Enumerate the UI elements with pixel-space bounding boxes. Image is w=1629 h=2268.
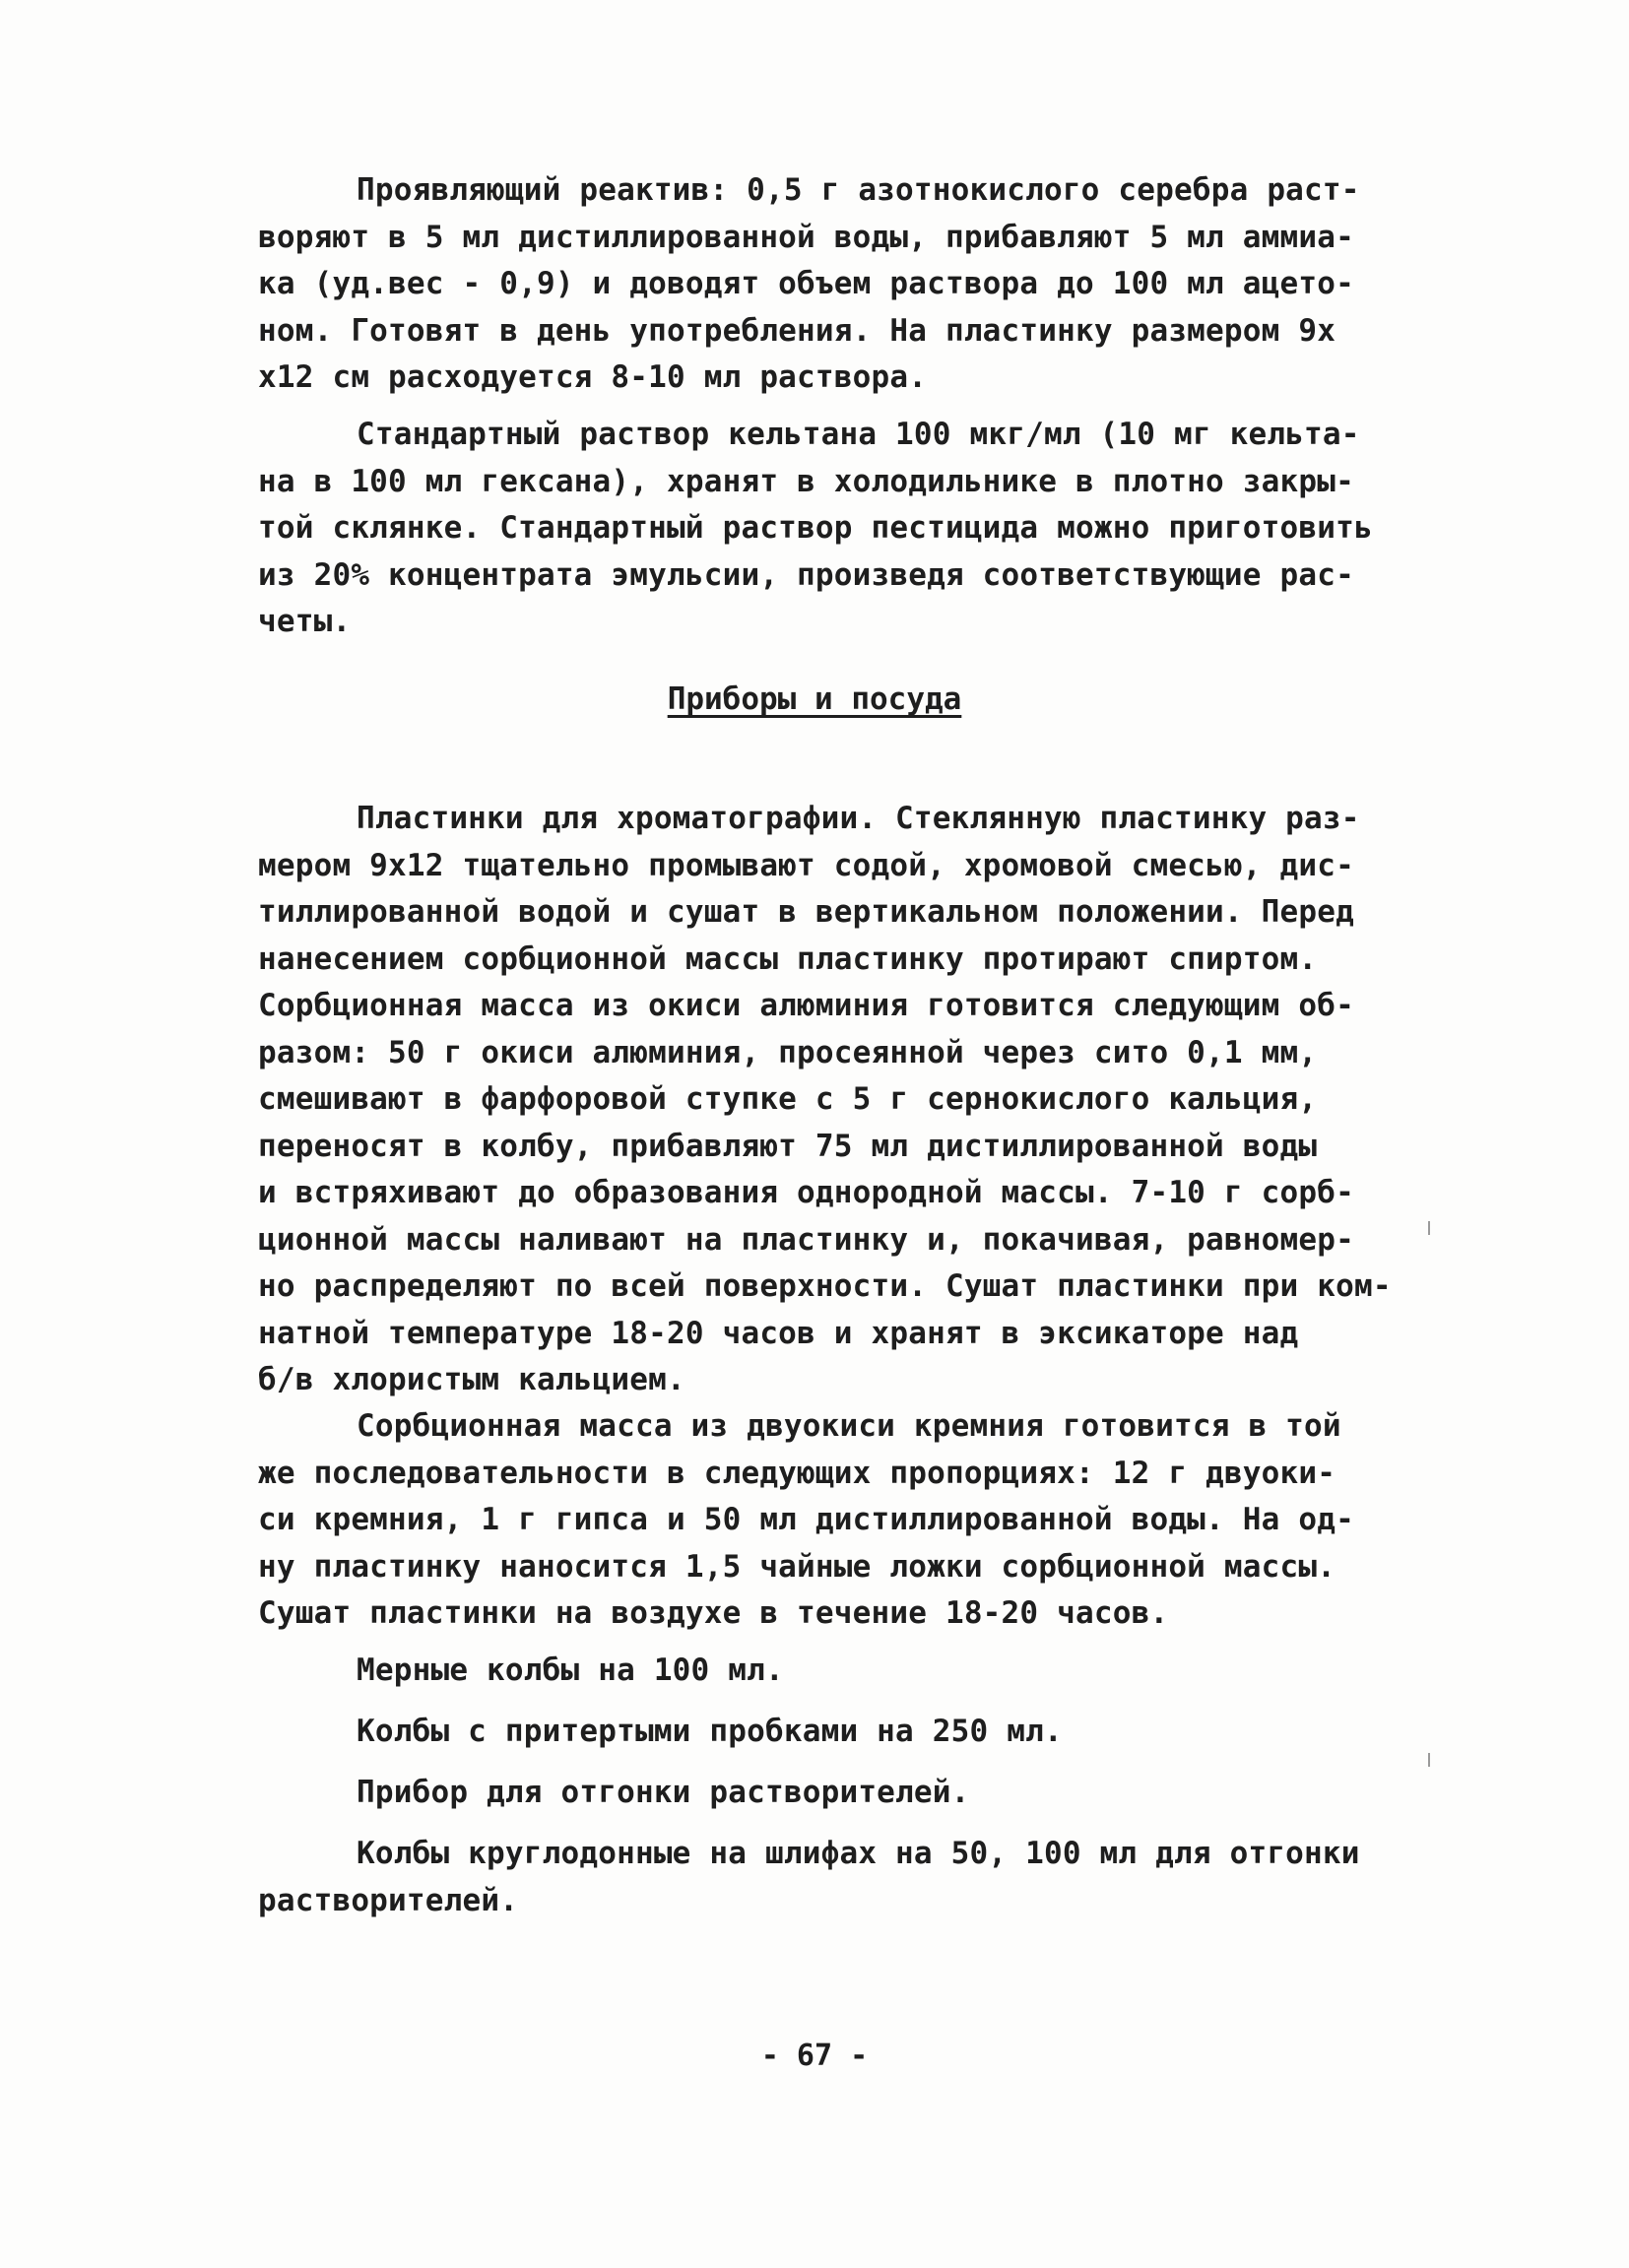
text-line: тиллированной водой и сушат в вертикальном положении. Перед bbox=[258, 894, 1354, 930]
text-line: Сушат пластинки на воздухе в течение 18-20 часов. bbox=[258, 1595, 1169, 1631]
text-line: из 20% концентрата эмульсии, произведя соответствующие рас- bbox=[258, 556, 1354, 593]
text-line: нанесением сорбционной массы пластинку протирают спиртом. bbox=[258, 940, 1318, 977]
text-line: смешивают в фарфоровой ступке с 5 г сернокислого кальция, bbox=[258, 1081, 1318, 1117]
text-line: си кремния, 1 г гипса и 50 мл дистиллированной воды. На од- bbox=[258, 1502, 1354, 1537]
equipment-item bbox=[258, 1648, 1420, 1695]
text-line: разом: 50 г окиси алюминия, просеянной через сито 0,1 мм, bbox=[258, 1034, 1318, 1070]
text-line: воряют в 5 мл дистиллированной воды, прибавляют 5 мл аммиа- bbox=[258, 219, 1354, 255]
text-line: четы. bbox=[258, 604, 352, 639]
text-line: Проявляющий реактив: 0,5 г азотнокислого серебра раст- bbox=[357, 172, 1360, 208]
text-line: ционной массы наливают на пластинку и, покачивая, равномер- bbox=[258, 1221, 1354, 1258]
text-line: мером 9х12 тщательно промывают содой, хромовой смесью, дис- bbox=[258, 847, 1354, 883]
text-line: Прибор для отгонки растворителей. bbox=[357, 1775, 970, 1810]
text-line: б/в хлористым кальцием. bbox=[258, 1362, 685, 1397]
equipment-item bbox=[258, 1709, 1420, 1756]
text-line: но распределяют по всей поверхности. Сушат пластинки при ком- bbox=[258, 1268, 1392, 1304]
text-line: Сорбционная масса из окиси алюминия готовится следующим об- bbox=[258, 988, 1354, 1023]
text-line: на в 100 мл гексана), хранят в холодильнике в плотно закры- bbox=[258, 463, 1354, 499]
text-line: Сорбционная масса из двуокиси кремния готовится в той bbox=[357, 1408, 1341, 1444]
text-line: переносят в колбу, прибавляют 75 мл дистиллированной воды bbox=[258, 1128, 1318, 1164]
text-line: Колбы круглодонные на шлифах на 50, 100 мл для отгонки bbox=[357, 1836, 1360, 1871]
text-line: ка (уд.вес - 0,9) и доводят объем раствора до 100 мл ацето- bbox=[258, 266, 1354, 301]
page-number: - 67 - bbox=[760, 2039, 869, 2073]
equipment-item bbox=[258, 1770, 1420, 1817]
paragraph-developing-reagent bbox=[258, 167, 1420, 402]
text-line: же последовательности в следующих пропорциях: 12 г двуоки- bbox=[258, 1455, 1336, 1491]
paragraph-plates bbox=[258, 796, 1420, 1404]
text-line: растворителей. bbox=[258, 1882, 519, 1918]
scan-speck bbox=[1428, 1753, 1430, 1767]
text-line: Пластинки для хроматографии. Стеклянную пластинку раз- bbox=[357, 801, 1360, 836]
equipment-item bbox=[258, 1831, 1420, 1924]
paragraph-silica-mass bbox=[258, 1403, 1420, 1638]
text-line: ну пластинку наносится 1,5 чайные ложки сорбционной массы. bbox=[258, 1548, 1336, 1585]
paragraph-standard-solution bbox=[258, 412, 1420, 646]
text-line: той склянке. Стандартный раствор пестицида можно приготовить bbox=[258, 510, 1373, 546]
text-line: х12 см расходуется 8-10 мл раствора. bbox=[258, 359, 928, 395]
text-line: Колбы с притертыми пробками на 250 мл. bbox=[357, 1714, 1063, 1749]
text-line: натной температуре 18-20 часов и хранят в эксикаторе над bbox=[258, 1315, 1299, 1351]
scan-speck bbox=[1428, 1221, 1430, 1235]
text-line: и встряхивают до образования однородной массы. 7-10 г сорб- bbox=[258, 1175, 1354, 1210]
section-heading: Приборы и посуда bbox=[667, 681, 962, 717]
text-line: Мерные колбы на 100 мл. bbox=[357, 1652, 784, 1688]
text-line: ном. Готовят в день употребления. На пластинку размером 9х bbox=[258, 312, 1336, 349]
text-line: Стандартный раствор кельтана 100 мкг/мл (10 мг кельта- bbox=[357, 417, 1360, 452]
